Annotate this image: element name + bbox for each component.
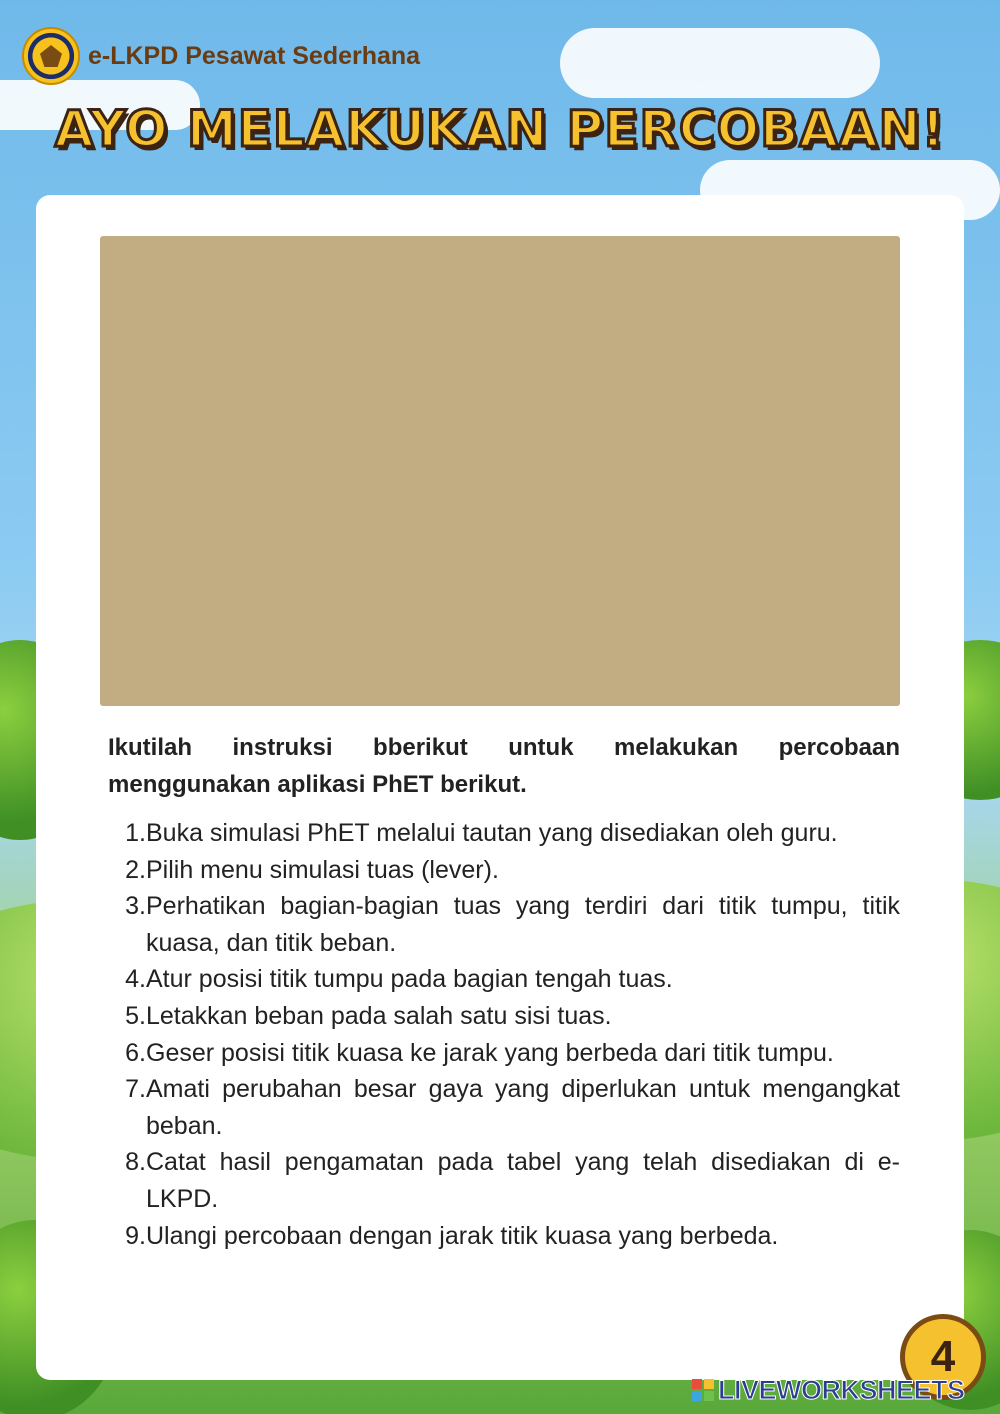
step-text: Ulangi percobaan dengan jarak titik kuasa yang berbeda.	[146, 1221, 779, 1250]
document-header	[22, 28, 420, 84]
list-item	[108, 1144, 900, 1217]
list-item	[108, 852, 900, 889]
instruction-intro: Ikutilah instruksi bberikut untuk melakukan percobaan menggunakan aplikasi PhET berikut.	[108, 734, 900, 798]
list-item	[108, 1071, 900, 1144]
instruction-steps	[108, 815, 900, 1254]
step-number: 6.	[125, 1038, 146, 1067]
step-text: Letakkan beban pada salah satu sisi tuas.	[146, 1001, 612, 1030]
step-text: Amati perubahan besar gaya yang diperlukan untuk mengangkat beban.	[146, 1075, 900, 1140]
step-number: 4.	[125, 965, 146, 994]
simulation-embed-placeholder[interactable]	[100, 236, 900, 706]
page-number-badge: 4	[900, 1314, 986, 1400]
step-number: 2.	[125, 855, 146, 884]
step-text: Atur posisi titik tumpu pada bagian tengah tuas.	[146, 965, 673, 994]
cloud-shape	[560, 28, 880, 98]
list-item	[108, 1218, 900, 1255]
step-number: 9.	[125, 1221, 146, 1250]
step-number: 7.	[125, 1075, 146, 1104]
document-title: e-LKPD Pesawat Sederhana	[88, 41, 421, 70]
list-item	[108, 961, 900, 998]
step-text: Perhatikan bagian-bagian tuas yang terdiri dari titik tumpu, titik kuasa, dan titik beban.	[146, 892, 900, 957]
seal-emblem	[40, 45, 62, 67]
liveworksheets-watermark[interactable]	[692, 1374, 965, 1406]
step-text: Pilih menu simulasi tuas (lever).	[146, 855, 499, 884]
step-number: 1.	[125, 819, 146, 847]
step-number: 3.	[125, 892, 146, 921]
watermark-text: LIVEWORKSHEETS	[718, 1374, 965, 1405]
step-text: Geser posisi titik kuasa ke jarak yang berbeda dari titik tumpu.	[146, 1038, 834, 1067]
list-item	[108, 998, 900, 1035]
university-seal-icon	[22, 27, 80, 85]
section-banner: AYO MELAKUKAN PERCOBAAN!	[54, 100, 946, 158]
step-text: Buka simulasi PhET melalui tautan yang disediakan oleh guru.	[146, 819, 838, 847]
step-number: 5.	[125, 1001, 146, 1030]
liveworksheets-logo-icon	[692, 1379, 714, 1401]
list-item	[108, 888, 900, 961]
step-number: 8.	[125, 1148, 146, 1177]
list-item	[108, 815, 900, 852]
list-item	[108, 1035, 900, 1072]
content-card	[36, 195, 964, 1380]
step-text: Catat hasil pengamatan pada tabel yang telah disediakan di e-LKPD.	[146, 1148, 900, 1213]
